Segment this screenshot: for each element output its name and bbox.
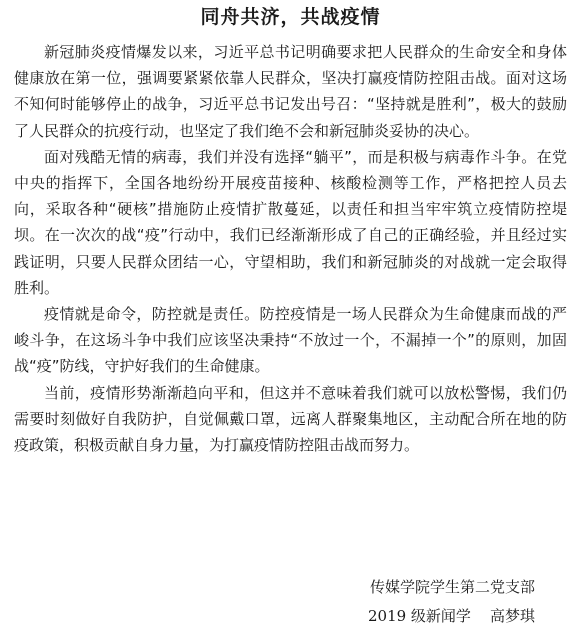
signature-organization: 传媒学院学生第二党支部: [369, 578, 535, 596]
paragraph-3: 疫情就是命令，防控就是责任。防控疫情是一场人民群众为生命健康而战的严峻斗争，在这场斗争中我们应该坚决秉持“不放过一个，不漏掉一个”的原则，加固战“疫”防线，守护好我们的生命健康。: [14, 305, 567, 376]
article-body: [14, 39, 567, 458]
paragraph-1: 新冠肺炎疫情爆发以来，习近平总书记明确要求把人民群众的生命安全和身体健康放在第一位，强调要紧紧依靠人民群众，坚决打赢疫情防控阻击战。面对这场不知何时能够停止的战争，习近平总书记发出号召：“坚持就是胜利”，极大的鼓励了人民群众的抗疫行动，也坚定了我们绝不会和新冠肺炎妥协的决心。: [14, 43, 567, 140]
signature-author: 2019 级新闻学 高梦琪: [367, 607, 535, 625]
paragraph-4: 当前，疫情形势渐渐趋向平和，但这并不意味着我们就可以放松警惕，我们仍需要时刻做好自我防护，自觉佩戴口罩，远离人群聚集地区，主动配合所在地的防疫政策，积极贡献自身力量，为打赢疫情防控阻击战而努力。: [14, 383, 567, 455]
signature-block: [275, 573, 535, 631]
paragraph-2: 面对残酷无情的病毒，我们并没有选择“躺平”，而是积极与病毒作斗争。在党中央的指挥下，全国各地纷纷开展疫苗接种、核酸检测等工作，严格把控人员去向，采取各种“硬核”措施防止疫情扩散蔓延，以责任和担当牢牢筑立疫情防控堤坝。在一次次的战“疫”行动中，我们已经渐渐形成了自己的正确经验，并且经过实践证明，只要人民群众团结一心，守望相助，我们和新冠肺炎的对战就一定会取得胜利。: [14, 147, 567, 297]
article-title: 同舟共济，共战疫情: [200, 6, 381, 28]
